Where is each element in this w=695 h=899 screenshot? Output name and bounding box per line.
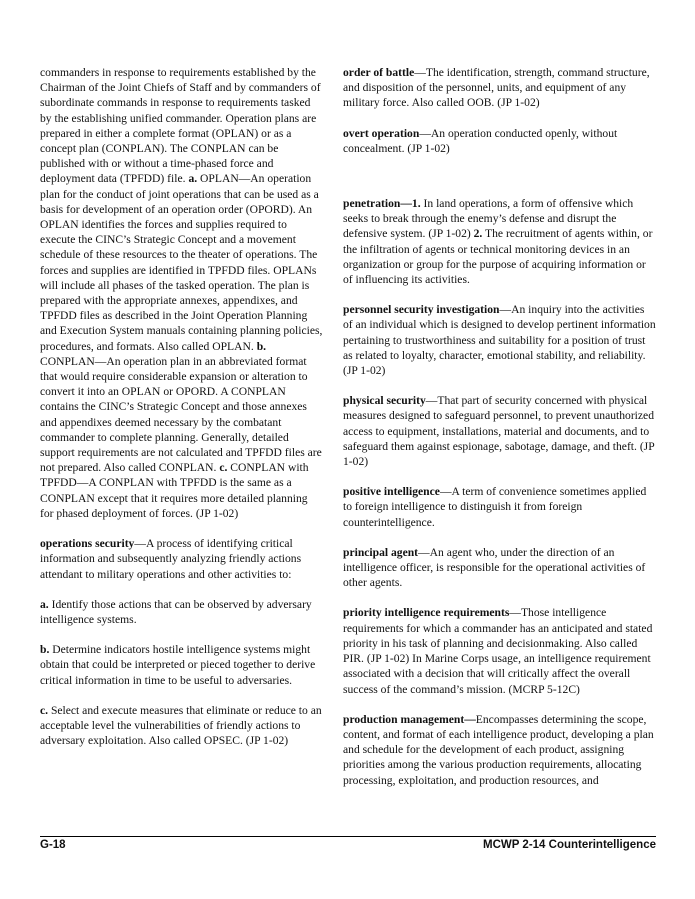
glossary-term: order of battle xyxy=(343,66,415,79)
oplan-label-c: c. xyxy=(219,461,228,475)
oplan-continuation-paragraph xyxy=(40,65,323,521)
oplan-text-3: CONPLAN—An operation plan in an abbreviated format that would require considerable expansion or alteration to convert it into an OPLAN or OPORD. A CONPLAN contains the CINC’s Strategic Concept and those annexes and appendixes deemed necessary by the combatant commander to complete planning. Generally, detailed support requirements are not calculated and TPFDD files are not prepared. Also called CONPLAN. xyxy=(40,354,322,475)
glossary-definition: —An agent who, under the direction of an intelligence officer, is responsible for the operational activities of other agents. xyxy=(343,545,646,590)
sense-number-1: 1. xyxy=(411,197,421,211)
glossary-entry-personnel-security-investigation xyxy=(343,302,656,378)
glossary-term: production management— xyxy=(343,712,476,726)
oplan-label-a: a. xyxy=(188,172,198,186)
glossary-entry-order-of-battle xyxy=(343,65,656,111)
item-label: c. xyxy=(40,703,49,717)
glossary-definition: —That part of security concerned with physical measures designed to safeguard personnel, to prevent unauthorized access to equipment, installations, material and documents, and to safeguard them against espionage, sabotage, damage, and theft. (JP 1-02) xyxy=(343,394,655,469)
glossary-term: physical security xyxy=(343,394,426,408)
opsec-item-a xyxy=(40,597,323,627)
item-text: Identify those actions that can be observed by adversary intelligence systems. xyxy=(40,597,312,626)
opsec-item-c xyxy=(40,703,323,749)
glossary-definition: —The identification, strength, command structure, and disposition of the personnel, units, and equipment of any military force. Also called OOB. (JP 1-02) xyxy=(343,66,650,110)
item-text: Select and execute measures that eliminate or reduce to an acceptable level the vulnerabilities of friendly actions to adversary exploitation. Also called OPSEC. (JP 1-02) xyxy=(40,703,322,748)
glossary-term: penetration xyxy=(343,197,401,211)
glossary-term: positive intelligence xyxy=(343,485,440,499)
publication-title: MCWP 2-14 Counterintelligence xyxy=(483,839,656,851)
glossary-definition: —An inquiry into the activities of an individual which is designed to develop pertinent information pertaining to trustworthiness and suitability for a position of trust as related to loyalty, character, emotional stability, and reliability. (JP 1-02) xyxy=(343,303,656,378)
glossary-term: overt operation xyxy=(343,126,420,140)
glossary-entry-physical-security xyxy=(343,393,656,469)
glossary-entry-priority-intelligence-requirements xyxy=(343,605,656,696)
glossary-definition: —An operation conducted openly, without concealment. (JP 1-02) xyxy=(343,126,618,155)
oplan-label-b: b. xyxy=(256,339,267,353)
glossary-definition: Encompasses determining the scope, content, and format of each intelligence product, developing a plan and schedule for the development of each product, assigning priorities among the various production requirements, allocating processing, exploitation, and production resources, and xyxy=(343,712,654,787)
right-column xyxy=(343,65,656,788)
glossary-definition: In land operations, a form of offensive which seeks to break through the enemy’s defense and disrupt the defensive system. (JP 1-02) xyxy=(343,197,634,241)
glossary-entry-penetration xyxy=(343,196,656,287)
item-text: Determine indicators hostile intelligence systems might obtain that could be interpreted or pieced together to derive critical information in time to be useful to adversaries. xyxy=(40,643,316,687)
item-label: a. xyxy=(40,597,49,611)
oplan-text-4: CONPLAN with TPFDD—A CONPLAN with TPFDD is the same as a CONPLAN except that it requires more detailed planning for phased deployment of forces. (JP 1-02) xyxy=(40,461,309,520)
sense-number-2: 2. xyxy=(473,227,483,241)
glossary-term: priority intelligence requirements xyxy=(343,606,510,620)
oplan-text-1: commanders in response to requirements established by the Chairman of the Joint Chiefs of Staff and by commanders of subordinate commands in response to requirements tasked by the establishing unified commander. Operation plans are prepared in either a complete format (OPLAN) or as a concept plan (CONPLAN). The CONPLAN can be published with or without a time-phased force and deployment data (TPFDD) file. xyxy=(40,66,321,186)
page-number: G-18 xyxy=(40,839,66,851)
glossary-dash: — xyxy=(400,197,412,211)
glossary-entry-overt-operation xyxy=(343,126,656,156)
glossary-definition: —A process of identifying critical information and subsequently analyzing friendly actions attendant to military operations and other activities to: xyxy=(40,537,302,581)
footer-rule xyxy=(40,836,656,837)
opsec-item-b xyxy=(40,642,323,688)
glossary-entry-operations-security xyxy=(40,536,323,582)
glossary-term: principal agent xyxy=(343,545,419,559)
glossary-definition: —Those intelligence requirements for which a commander has an anticipated and stated priority in his task of planning and decisionmaking. Also called PIR. (JP 1-02) In Marine Corps usage, an intelligence requirement associated with a decision that will critically affect the overall success of the command’s mission. (MCRP 5-12C) xyxy=(343,606,653,696)
glossary-definition: —A term of convenience sometimes applied to foreign intelligence to distinguish it from foreign counterintelligence. xyxy=(343,485,647,529)
glossary-entry-production-management xyxy=(343,712,656,788)
glossary-term: operations security xyxy=(40,537,135,551)
glossary-definition: The recruitment of agents within, or the infiltration of agents or technical monitoring devices in an organization or group for the purpose of acquiring information or of influencing its activities. xyxy=(343,227,653,287)
glossary-entry-principal-agent xyxy=(343,545,656,591)
glossary-entry-positive-intelligence xyxy=(343,484,656,530)
left-column xyxy=(40,65,323,748)
item-label: b. xyxy=(40,643,50,657)
glossary-term: personnel security investigation xyxy=(343,303,500,317)
oplan-text-2: OPLAN—An operation plan for the conduct of joint operations that can be used as a basis for development of an operation order (OPORD). An OPLAN identifies the forces and supplies required to execute the CINC’s Strategic Concept and a movement schedule of these resources to the theater of operations. The forces and supplies are identified in TPFDD files. OPLANs will include all phases of the tasked operation. The plan is prepared with the appropriate annexes, appendixes, and TPFDD files as described in the Joint Operation Planning and Execution System manuals containing planning policies, procedures, and formats. Also called OPLAN. xyxy=(40,172,323,353)
